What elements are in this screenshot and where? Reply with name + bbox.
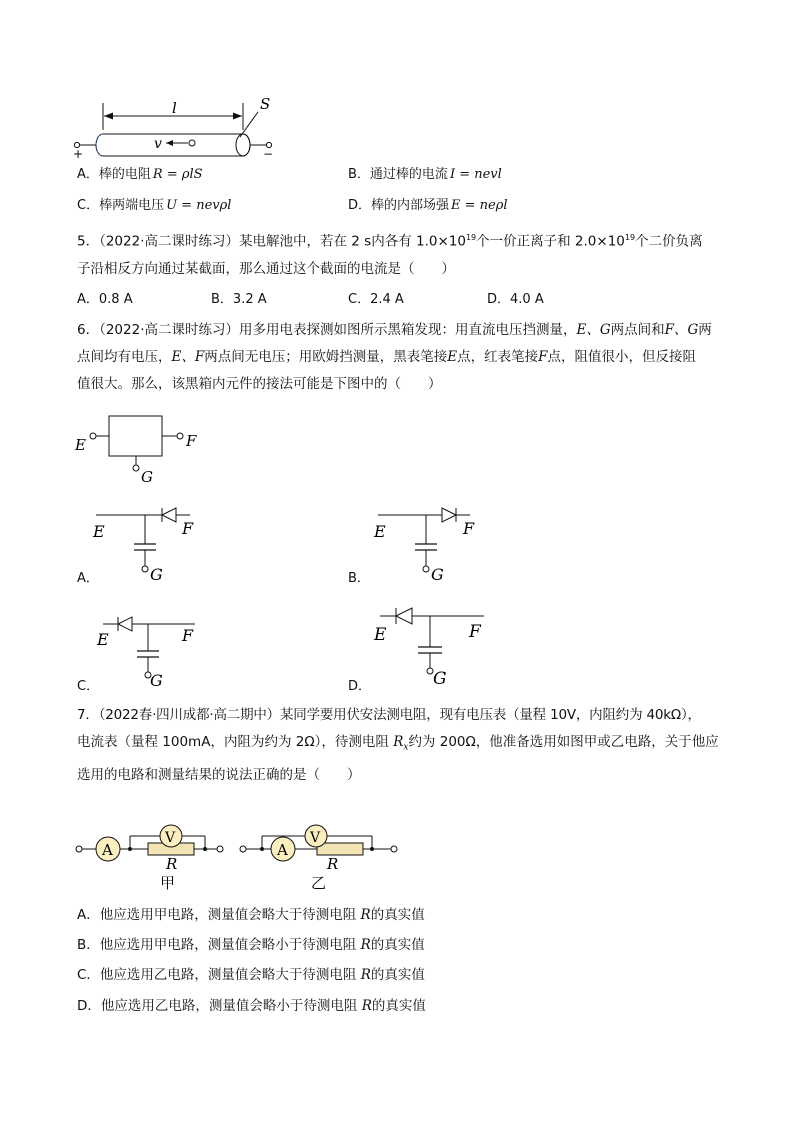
q7-option-c[interactable]: C．他应选用乙电路，测量值会略大于待测电阻 R的真实值 xyxy=(77,967,425,983)
svg-text:E: E xyxy=(93,522,105,541)
circuit-yi xyxy=(240,825,397,892)
q5-stem: 5．（2022·高二课时练习）某电解池中，若在 2 s内各有 $1.0\times 10^{19}$个一价正离子和 $2.0\times 10^{19}$个二价负离 子沿相反方向通过某截面，那么通过这个截面的电流是（ ） xyxy=(77,233,703,277)
svg-text:V: V xyxy=(310,830,321,846)
q6-option-b-label[interactable]: B． xyxy=(348,571,370,586)
option-text: 棒两端电压 xyxy=(99,198,165,213)
q5-option-d[interactable]: D．4.0 A xyxy=(487,292,544,307)
option-formula: I = nevl xyxy=(449,167,502,182)
option-text: 棒的内部场强 xyxy=(371,198,450,213)
circuit-jia xyxy=(76,825,223,892)
svg-text:E: E xyxy=(75,436,86,454)
option-formula: U = nevρl xyxy=(166,198,232,213)
svg-text:E: E xyxy=(374,625,387,645)
q5-option-c[interactable]: C．2.4 A xyxy=(348,292,404,307)
q6-option-c-label[interactable]: C． xyxy=(77,679,100,694)
plus-sign: + xyxy=(73,147,84,161)
q5-option-a[interactable]: A．0.8 A xyxy=(77,292,133,307)
svg-text:G: G xyxy=(141,468,153,486)
option-formula: E = neρl xyxy=(451,198,508,213)
svg-text:E: E xyxy=(374,522,386,541)
svg-text:G: G xyxy=(433,669,447,689)
svg-text:R: R xyxy=(327,855,339,873)
area-label: S xyxy=(260,95,271,113)
q7-option-d[interactable]: D．他应选用乙电路，测量值会略小于待测电阻 R的真实值 xyxy=(77,998,426,1014)
svg-text:F: F xyxy=(182,519,194,538)
option-letter: B． xyxy=(348,167,370,182)
svg-text:F: F xyxy=(186,432,197,450)
svg-text:F: F xyxy=(469,622,481,642)
option-letter: D． xyxy=(348,198,372,213)
svg-text:G: G xyxy=(150,565,163,584)
length-label: l xyxy=(172,99,177,117)
svg-text:G: G xyxy=(150,671,163,690)
svg-text:R: R xyxy=(166,855,178,873)
voltmeter-label: V xyxy=(165,830,176,846)
ammeter-label: A xyxy=(102,841,113,859)
minus-sign: − xyxy=(263,147,274,161)
q7-stem: 7．（2022春·四川成都·高二期中）某同学要用伏安法测电阻，现有电压表（量程 10V，内阻约为 40kΩ）， 电流表（量程 100mA，内阻为约为 2Ω），待测电阻 $R_x$约为 200Ω，他准备选用如图甲或乙电路，关于他应 选用的电路和测量结果的说法正确的是（ ） xyxy=(77,707,719,783)
velocity-label: v xyxy=(154,136,162,152)
svg-text:乙: 乙 xyxy=(311,874,327,892)
svg-text:F: F xyxy=(463,519,475,538)
option-letter: A． xyxy=(77,167,99,182)
svg-text:G: G xyxy=(431,565,444,584)
svg-text:F: F xyxy=(182,626,194,645)
option-text: 棒的电阻 xyxy=(98,167,151,182)
option-formula: R = ρlS xyxy=(152,167,203,182)
svg-text:甲: 甲 xyxy=(160,874,176,892)
q7-option-b[interactable]: B．他应选用甲电路，测量值会略小于待测电阻 R的真实值 xyxy=(77,937,425,953)
q6-option-d-label[interactable]: D． xyxy=(348,679,372,694)
svg-text:A: A xyxy=(277,841,288,859)
q6-option-a-label[interactable]: A． xyxy=(77,571,99,586)
q5-option-b[interactable]: B．3.2 A xyxy=(211,292,267,307)
option-letter: C． xyxy=(77,198,100,213)
option-text: 通过棒的电流 xyxy=(369,167,448,182)
q6-stem: 6．（2022·高二课时练习）用多用电表探测如图所示黑箱发现：用直流电压挡测量，E、G两点间和F、G两 点间均有电压，E、F两点间无电压；用欧姆挡测量，黑表笔接E点，红表笔接F点，阻值很小，但反接阻 值很大。那么，该黑箱内元件的接法可能是下图中的（ ） xyxy=(77,322,712,392)
q7-option-a[interactable]: A．他应选用甲电路，测量值会略大于待测电阻 R的真实值 xyxy=(77,907,425,923)
svg-text:E: E xyxy=(97,630,109,649)
